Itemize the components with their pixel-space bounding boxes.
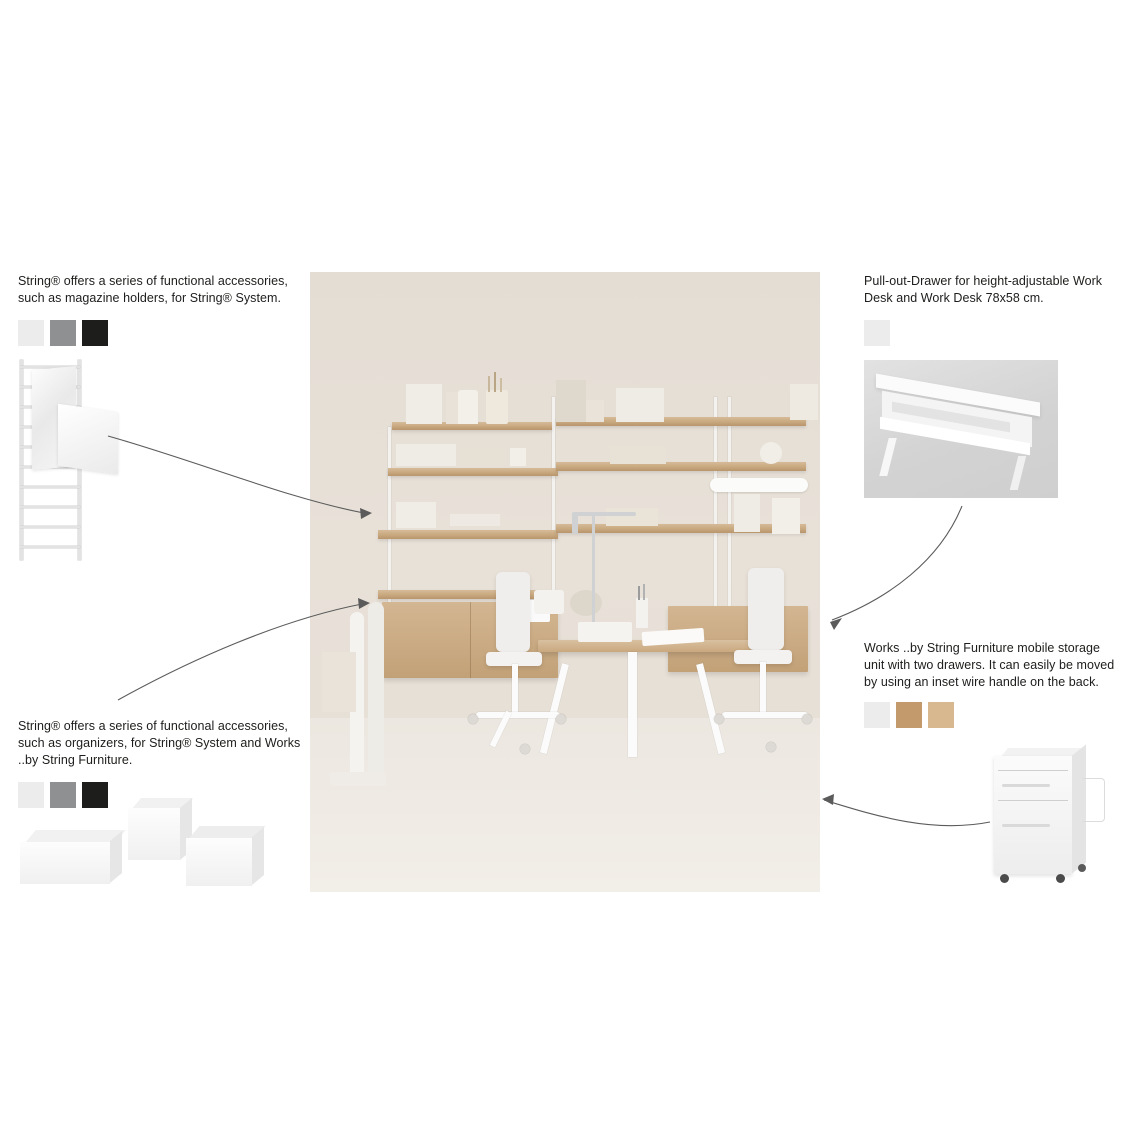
ladder-rail [20, 360, 23, 560]
caster-wheel [1056, 874, 1065, 883]
organizer-box-medium [186, 826, 276, 896]
books-stack [790, 384, 818, 420]
ladder-rung [20, 546, 80, 548]
office-chair-back [496, 572, 530, 652]
workspace-photo [310, 272, 820, 892]
books-stack [616, 388, 664, 422]
books-stack [610, 446, 666, 464]
caster-wheel [1078, 864, 1086, 872]
wire-basket [396, 502, 436, 528]
cup [510, 448, 526, 466]
drawer-bracket-right [1010, 456, 1026, 490]
ladder-rung [20, 506, 80, 508]
vase [458, 390, 478, 424]
swatch-row-organizers [18, 782, 108, 808]
chair-wheel [468, 714, 478, 724]
lamp-post [592, 512, 595, 622]
swatch-white[interactable] [864, 702, 890, 728]
swatch-black[interactable] [82, 782, 108, 808]
pen-holder [636, 598, 648, 628]
box-front [128, 808, 180, 860]
paper-roll [368, 602, 384, 782]
lamp-arm [576, 512, 636, 516]
pencil [494, 372, 496, 392]
pencil [500, 378, 502, 392]
tray [450, 514, 500, 526]
chair-wheel [766, 742, 776, 752]
desk-leg [628, 652, 637, 757]
chair-wheel [520, 744, 530, 754]
chair-base [722, 712, 808, 718]
hanging-pocket [734, 494, 760, 532]
wire-handle[interactable] [1082, 778, 1105, 822]
caster-wheel [1000, 874, 1009, 883]
swatch-row-pullout-drawer [864, 320, 890, 346]
swatch-grey[interactable] [50, 320, 76, 346]
books-stack [396, 444, 456, 466]
box-front [20, 842, 110, 884]
box-side [252, 827, 264, 885]
laptop [578, 622, 632, 642]
magazine [556, 380, 586, 422]
swatch-row-storage-unit [864, 702, 954, 728]
pen-cup [486, 390, 508, 424]
office-chair-back [748, 568, 784, 650]
unit-body [994, 756, 1072, 874]
arrowhead [822, 794, 834, 805]
swatch-white[interactable] [864, 320, 890, 346]
pen [638, 586, 640, 600]
textile [772, 498, 800, 534]
magazine-holder-pocket [58, 404, 118, 474]
arrow-storage-unit [824, 800, 990, 826]
drawer-handle[interactable] [1002, 784, 1050, 787]
drawer-handle[interactable] [1002, 824, 1050, 827]
chair-column [760, 662, 766, 716]
swatch-white[interactable] [18, 320, 44, 346]
mobile-storage-unit-product [994, 742, 1114, 894]
shelf-board [378, 590, 558, 599]
swatch-row-magazine-holders [18, 320, 108, 346]
speaker [570, 590, 602, 616]
swatch-light-oak[interactable] [928, 702, 954, 728]
magazine-holder-product [18, 360, 84, 560]
box [460, 448, 504, 466]
chair-wheel [802, 714, 812, 724]
caption-organizers: String® offers a series of functional accessories, such as organizers, for String® System and Works ..by String Furniture. [18, 719, 301, 767]
floor-object [330, 772, 386, 786]
frame [406, 384, 442, 424]
shelf-board [378, 530, 558, 539]
cabinet-seam [470, 602, 471, 678]
drawer-seam [998, 770, 1068, 771]
arrowhead [830, 618, 842, 630]
books-stack [606, 508, 658, 526]
paper-roll [710, 478, 808, 492]
caption-pullout-drawer: Pull-out-Drawer for height-adjustable Work Desk and Work Desk 78x58 cm. [864, 274, 1103, 305]
drawer-bracket-left [879, 438, 896, 476]
caption-storage-unit: Works ..by String Furniture mobile storage unit with two drawers. It can easily be moved by using an inset wire handle on the back. [864, 641, 1115, 689]
box-front [186, 838, 252, 886]
arrow-pullout-drawer [832, 506, 962, 620]
swatch-black[interactable] [82, 320, 108, 346]
chair-column [512, 664, 518, 716]
chair-base [476, 712, 560, 718]
chair-wheel [556, 714, 566, 724]
shelf-board [388, 468, 558, 476]
pencil [488, 376, 490, 392]
swatch-white[interactable] [18, 782, 44, 808]
paper-stack [534, 590, 564, 614]
tape-roll [760, 442, 782, 464]
pen [643, 584, 645, 600]
swatch-oak[interactable] [896, 702, 922, 728]
chair-wheel [714, 714, 724, 724]
caption-magazine-holders: String® offers a series of functional accessories, such as magazine holders, for String® System. [18, 274, 288, 305]
organizer-box-long [20, 830, 120, 890]
side-table [322, 652, 356, 712]
photo-floor [310, 718, 820, 892]
ladder-rung [20, 526, 80, 528]
lamp-head [572, 512, 578, 534]
pullout-drawer-product [864, 360, 1058, 498]
swatch-grey[interactable] [50, 782, 76, 808]
box-side [110, 831, 122, 883]
drawer-seam [998, 800, 1068, 801]
ladder-rung [20, 486, 80, 488]
